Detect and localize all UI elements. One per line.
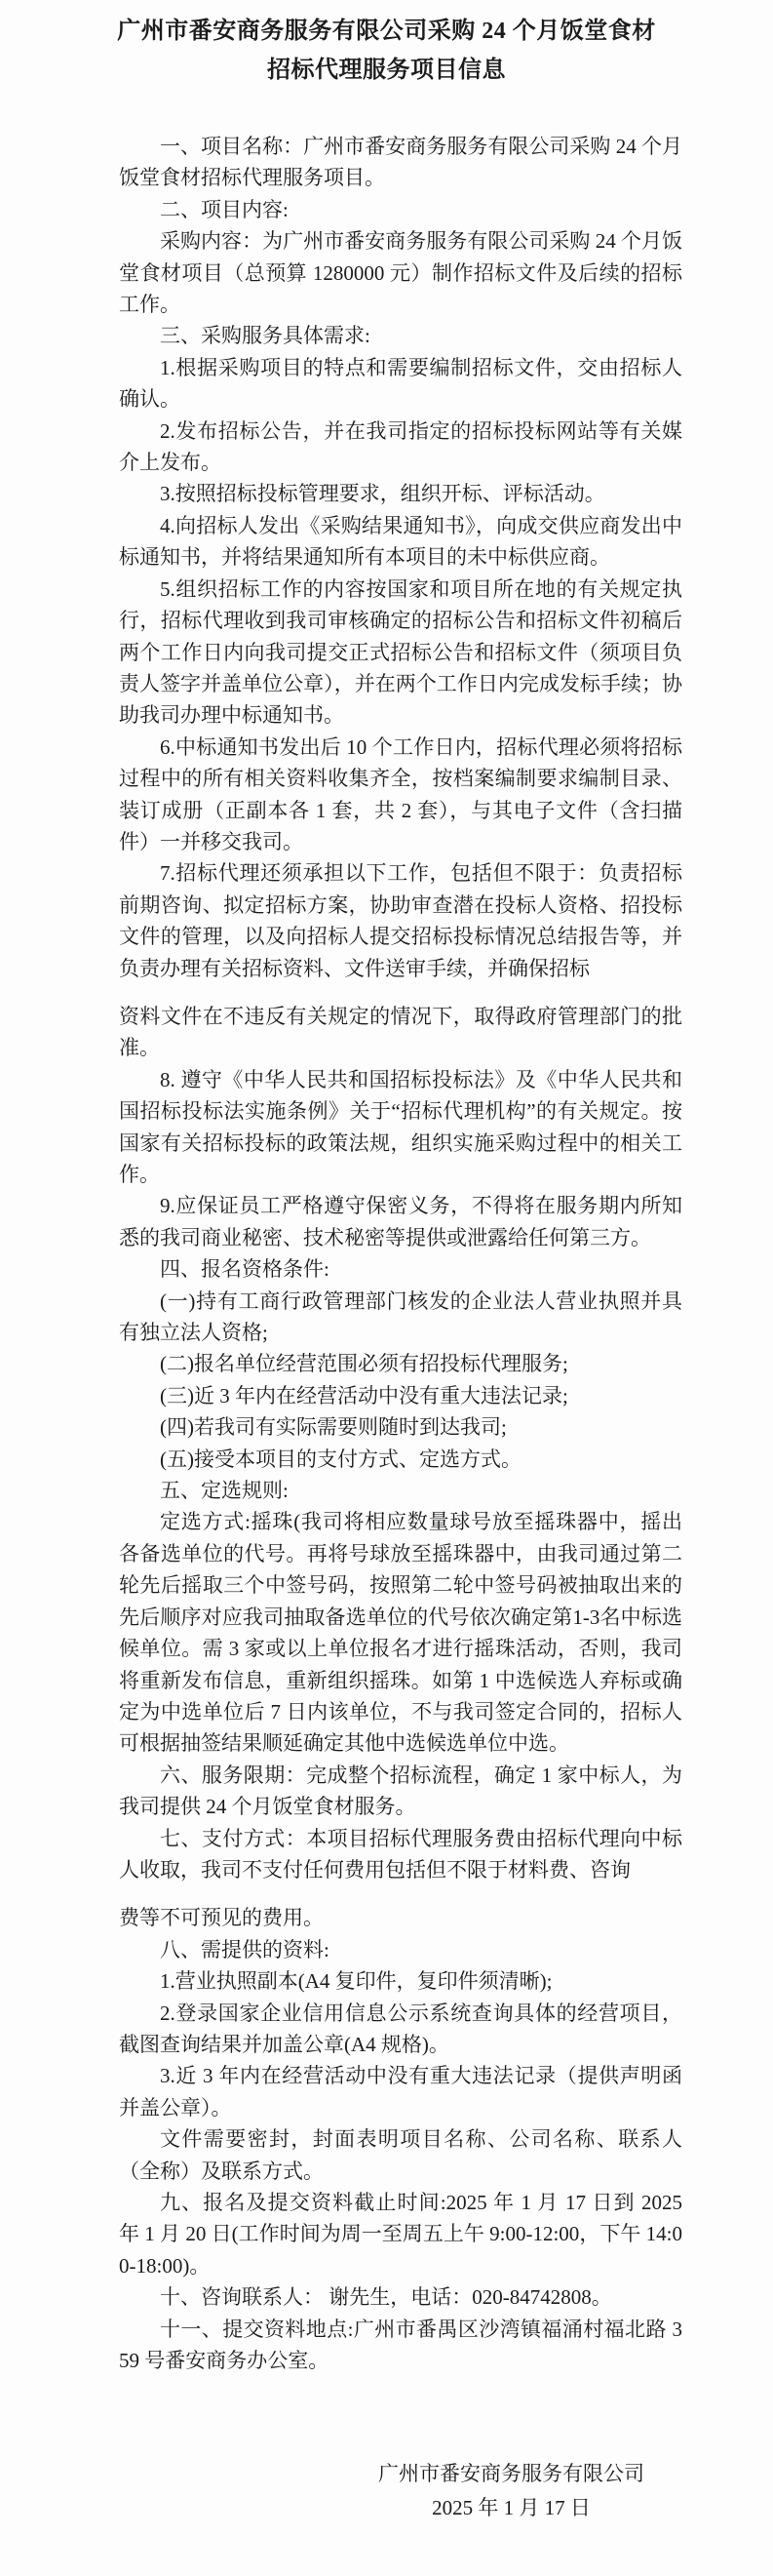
paragraph-2: 二、项目内容: [160,197,289,221]
paragraph-24: 七、支付方式：本项目招标代理服务费由招标代理向中标人收取，我司不支付任何费用包括但不限于材料费、咨询 [119,1826,682,1882]
paragraph-8: 4.向招标人发出《采购结果通知书》，向成交供应商发出中标通知书，并将结果通知所有本项目的未中标供应商。 [119,513,682,570]
document-body [119,131,682,2376]
paragraph-6: 2.发布招标公告，并在我司指定的招标投标网站等有关媒介上发布。 [119,418,682,475]
paragraph-9: 5.组织招标工作的内容按国家和项目所在地的有关规定执行，招标代理收到我司审核确定的招标公告和招标文件初稿后两个工作日内向我司提交正式招标公告和招标文件（须项目负责人签字并盖单位公章），并在两个工作日内完成发标手续；协助我司办理中标通知书。 [119,576,682,728]
signature-date: 2025 年 1 月 17 日 [432,2496,591,2520]
paragraph-32: 十、咨询联系人： 谢先生，电话：020-84742808。 [160,2285,612,2310]
document-title [0,12,773,90]
paragraph-28: 2.登录国家企业信用信息公示系统查询具体的经营项目，截图查询结果并加盖公章(A4 规格)。 [119,2001,682,2056]
signature-company: 广州市番安商务服务有限公司 [378,2462,644,2486]
signature-block [378,2458,644,2524]
paragraph-33: 十一、提交资料地点:广州市番禺区沙湾镇福涌村福北路 359 号番安商务办公室。 [119,2317,682,2373]
paragraph-16: (一)持有工商行政管理部门核发的企业法人营业执照并具有独立法人资格; [119,1288,682,1345]
paragraph-5: 1.根据采购项目的特点和需要编制招标文件，交由招标人确认。 [119,355,682,412]
paragraph-12: 资料文件在不违反有关规定的情况下，取得政府管理部门的批准。 [119,1004,682,1060]
paragraph-26: 八、需提供的资料: [160,1937,329,1962]
paragraph-1: 一、项目名称：广州市番安商务服务有限公司采购 24 个月饭堂食材招标代理服务项目。 [119,135,682,190]
paragraph-21: 五、定选规则: [160,1479,289,1503]
paragraph-10: 6.中标通知书发出后 10 个工作日内，招标代理必须将招标过程中的所有相关资料收集齐全，按档案编制要求编制目录、装订成册（正副本各 1 套，共 2 套），与其电子文件（含扫描件）一并移交我司。 [119,734,682,853]
paragraph-22: 定选方式:摇珠(我司将相应数量球号放至摇珠器中，摇出各备选单位的代号。再将号球放至摇珠器中，由我司通过第二轮先后摇取三个中签号码，按照第二轮中签号码被抽取出来的先后顺序对应我司抽取备选单位的代号依次确定第1-3名中标选候单位。需 3 家或以上单位报名才进行摇珠活动，否则，我司将重新发布信息，重新组织摇珠。如第 1 中选候选人弃标或确定为中选单位后 7 日内该单位，不与我司签定合同的，招标人可根据抽签结果顺延确定其他中选候选单位中选。 [119,1510,682,1756]
paragraph-17: (二)报名单位经营范围必须有招投标代理服务; [160,1352,568,1376]
paragraph-18: (三)近 3 年内在经营活动中没有重大违法记录; [160,1383,568,1407]
paragraph-13: 8. 遵守《中华人民共和国招标投标法》及《中华人民共和国招标投标法实施条例》关于“招标代理机构”的有关规定。按国家有关招标投标的政策法规，组织实施采购过程中的相关工作。 [119,1067,682,1186]
title-line-1: 广州市番安商务服务有限公司采购 24 个月饭堂食材 [117,19,656,44]
paragraph-23: 六、服务限期：完成整个招标流程，确定 1 家中标人，为我司提供 24 个月饭堂食材服务。 [119,1763,682,1819]
paragraph-4: 三、采购服务具体需求: [160,324,370,348]
paragraph-31: 九、报名及提交资料截止时间:2025 年 1 月 17 日到 2025 年 1 月 20 日(工作时间为周一至周五上午 9:00-12:00，下午 14:00-18:00)。 [119,2191,682,2278]
paragraph-11: 7.招标代理还须承担以下工作，包括但不限于：负责招标前期咨询、拟定招标方案，协助审查潜在投标人资格、招投标文件的管理，以及向招标人提交招标投标情况总结报告等，并负责办理有关招标资料、文件送审手续，并确保招标 [119,861,682,980]
paragraph-27: 1.营业执照副本(A4 复印件，复印件须清晰); [160,1969,553,1994]
paragraph-7: 3.按照招标投标管理要求，组织开标、评标活动。 [160,482,605,506]
paragraph-29: 3.近 3 年内在经营活动中没有重大违法记录（提供声明函并盖公章）。 [119,2064,682,2120]
paragraph-20: (五)接受本项目的支付方式、定选方式。 [160,1447,522,1471]
title-line-2: 招标代理服务项目信息 [267,58,506,83]
paragraph-25: 费等不可预见的费用。 [119,1906,324,1930]
paragraph-19: (四)若我司有实际需要则随时到达我司; [160,1415,507,1440]
paragraph-14: 9.应保证员工严格遵守保密义务，不得将在服务期内所知悉的我司商业秘密、技术秘密等提供或泄露给任何第三方。 [119,1194,682,1249]
paragraph-30: 文件需要密封，封面表明项目名称、公司名称、联系人（全称）及联系方式。 [119,2127,682,2183]
paragraph-15: 四、报名资格条件: [160,1257,329,1282]
paragraph-3: 采购内容：为广州市番安商务服务有限公司采购 24 个月饭堂食材项目（总预算 1280000 元）制作招标文件及后续的招标工作。 [119,229,682,317]
